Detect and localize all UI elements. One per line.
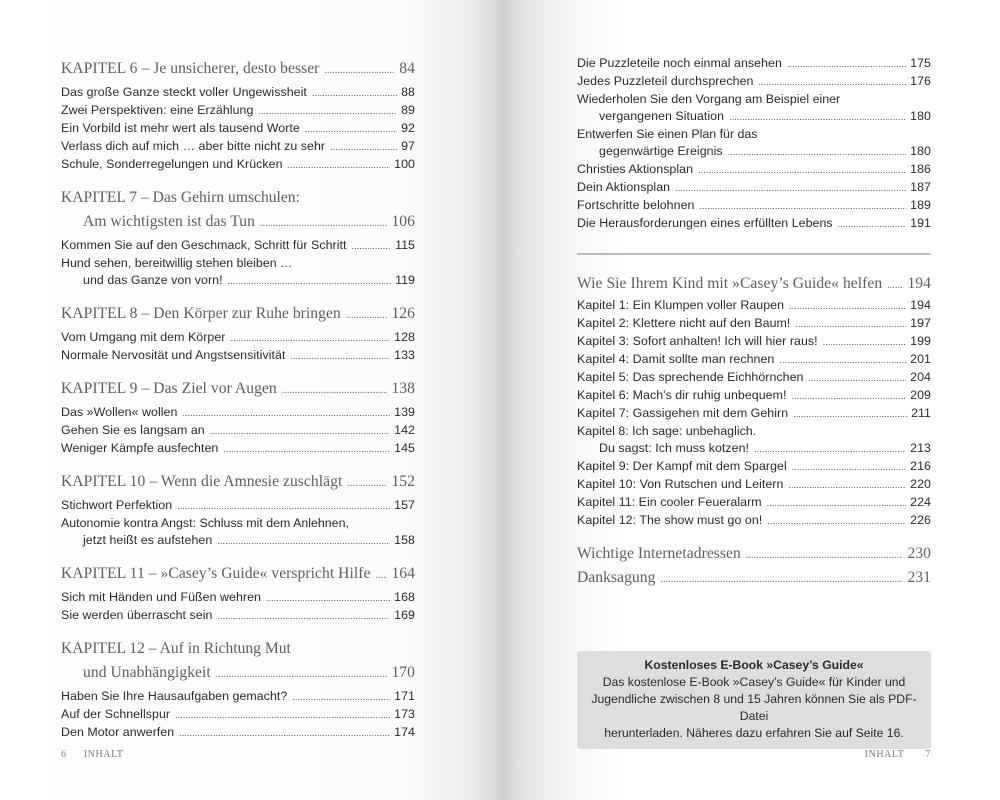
page-footer bbox=[865, 749, 931, 760]
page-number: 180 bbox=[910, 109, 931, 123]
toc-entry: Kapitel 5: Das sprechende Eichhörnchen . . . 204 bbox=[577, 369, 931, 387]
toc-entry-line: Hund sehen, bereitwillig stehen bleiben … bbox=[61, 256, 293, 270]
dot-leader bbox=[791, 388, 906, 405]
page-number: 231 bbox=[907, 569, 931, 586]
dot-leader bbox=[312, 85, 397, 102]
page-number: 106 bbox=[391, 213, 415, 230]
page-number: 139 bbox=[394, 405, 415, 419]
section-heading: Wichtige Internetadressen . . . 230 bbox=[577, 543, 931, 567]
dot-leader bbox=[330, 139, 397, 156]
dot-leader bbox=[282, 380, 388, 402]
page-number: 175 bbox=[910, 56, 931, 70]
toc-entry: Kommen Sie auf den Geschmack, Schritt für Schritt . . . 115 bbox=[61, 237, 415, 255]
dot-leader bbox=[305, 121, 397, 138]
page-number: 169 bbox=[394, 608, 415, 622]
page-number: 89 bbox=[401, 103, 415, 117]
toc-entry-line: Entwerfen Sie einen Plan für das bbox=[577, 127, 758, 141]
dot-leader bbox=[792, 459, 906, 476]
toc-entry: Kapitel 9: Der Kampf mit dem Spargel . . . 216 bbox=[577, 458, 931, 476]
toc-entry: Auf der Schnellspur . . . 173 bbox=[61, 706, 415, 724]
toc-entry: Kapitel 3: Sofort anhalten! Ich will hier raus! . . . 199 bbox=[577, 333, 931, 351]
page-number: 133 bbox=[394, 348, 415, 362]
page-number: 189 bbox=[910, 198, 931, 212]
page-number: 187 bbox=[910, 180, 931, 194]
dot-leader bbox=[175, 707, 390, 724]
page-number: 176 bbox=[910, 74, 931, 88]
toc-entry: Kapitel 11: Ein cooler Feueralarm . . . 224 bbox=[577, 494, 931, 512]
toc-entry: Das »Wollen« wollen . . . 139 bbox=[61, 404, 415, 422]
chapter-heading: Am wichtigsten ist das Tun . . . 106 bbox=[61, 211, 415, 235]
dot-leader bbox=[290, 348, 390, 365]
dot-leader bbox=[887, 275, 903, 297]
page-number: 170 bbox=[391, 664, 415, 681]
toc-entry-line: Autonomie kontra Angst: Schluss mit dem Anlehnen, bbox=[61, 516, 349, 530]
toc-entry: Zwei Perspektiven: eine Erzählung . . . 89 bbox=[61, 102, 415, 120]
page-number: 100 bbox=[394, 157, 415, 171]
page-number: 171 bbox=[394, 689, 415, 703]
toc-entry: Fortschritte belohnen . . . 189 bbox=[577, 197, 931, 215]
chapter-heading: KAPITEL 6 – Je unsicherer, desto besser . . . 84 bbox=[61, 58, 415, 82]
dot-leader bbox=[808, 370, 906, 387]
dot-leader bbox=[179, 725, 390, 742]
dot-leader bbox=[795, 316, 906, 333]
page-number: 97 bbox=[401, 139, 415, 153]
dot-leader bbox=[258, 103, 397, 120]
chapter-heading: KAPITEL 10 – Wenn die Amnesie zuschlägt . . . 152 bbox=[61, 471, 415, 495]
toc-entry: Kapitel 2: Klettere nicht auf den Baum! . . . 197 bbox=[577, 315, 931, 333]
page-number: 186 bbox=[910, 162, 931, 176]
info-box-line: Jugendliche zwischen 8 und 15 Jahren können Sie als PDF-Datei bbox=[591, 692, 917, 723]
dot-leader bbox=[260, 213, 387, 235]
toc-entry: Das große Ganze steckt voller Ungewissheit . . . 88 bbox=[61, 84, 415, 102]
section-divider bbox=[577, 253, 931, 255]
chapter-9 bbox=[61, 378, 415, 458]
page-number: 145 bbox=[394, 441, 415, 455]
toc-entry: und das Ganze von vorn! . . . 119 bbox=[61, 272, 415, 290]
footer-page-number: 6 bbox=[61, 749, 67, 760]
chapter-heading-line: KAPITEL 12 – Auf in Richtung Mut bbox=[61, 640, 291, 657]
toc-entry: Stichwort Perfektion . . . 157 bbox=[61, 497, 415, 515]
toc-entry-line: Kapitel 8: Ich sage: unbehaglich. bbox=[577, 424, 757, 438]
page-number: 220 bbox=[910, 477, 931, 491]
toc-entry: jetzt heißt es aufstehen . . . 158 bbox=[61, 532, 415, 550]
dot-leader bbox=[324, 60, 395, 82]
page-number: 88 bbox=[401, 85, 415, 99]
dot-leader bbox=[266, 590, 390, 607]
dot-leader bbox=[292, 689, 390, 706]
dot-leader bbox=[216, 664, 388, 686]
dot-leader bbox=[217, 608, 390, 625]
toc-entry: Kapitel 12: The show must go on! . . . 226 bbox=[577, 512, 931, 530]
page-number: 209 bbox=[910, 388, 931, 402]
footer-label: INHALT bbox=[83, 749, 124, 760]
dot-leader bbox=[660, 569, 903, 591]
chapter-11 bbox=[61, 563, 415, 625]
chapter-heading: und Unabhängigkeit . . . 170 bbox=[61, 662, 415, 686]
dot-leader bbox=[823, 334, 907, 351]
dot-leader bbox=[347, 473, 387, 495]
info-box-line: herunterladen. Näheres dazu erfahren Sie auf Seite 16. bbox=[604, 726, 904, 740]
chapter-8 bbox=[61, 303, 415, 365]
page-number: 204 bbox=[910, 370, 931, 384]
toc-entry: Kapitel 1: Ein Klumpen voller Raupen . . . 194 bbox=[577, 297, 931, 315]
dot-leader bbox=[182, 405, 390, 422]
toc-entry: Die Puzzleteile noch einmal ansehen . . . 175 bbox=[577, 55, 931, 73]
toc-entry: Jedes Puzzleteil durchsprechen . . . 176 bbox=[577, 73, 931, 91]
info-box-title: Kostenloses E-Book »Casey’s Guide« bbox=[644, 658, 864, 672]
page-number: 168 bbox=[394, 590, 415, 604]
dot-leader bbox=[177, 498, 390, 515]
page-number: 201 bbox=[910, 352, 931, 366]
page-number: 126 bbox=[391, 305, 415, 322]
info-box-line: Das kostenlose E-Book »Casey’s Guide« für Kinder und bbox=[602, 675, 906, 689]
page-number: 158 bbox=[394, 533, 415, 547]
toc-entry: Die Herausforderungen eines erfüllten Lebens . . . 191 bbox=[577, 215, 931, 233]
dot-leader bbox=[746, 545, 904, 567]
ebook-info-box bbox=[577, 651, 931, 749]
chapter-heading: KAPITEL 8 – Den Körper zur Ruhe bringen . . . 126 bbox=[61, 303, 415, 327]
dot-leader bbox=[754, 441, 906, 458]
page-number: 197 bbox=[910, 316, 931, 330]
dot-leader bbox=[699, 198, 906, 215]
dot-leader bbox=[675, 180, 906, 197]
footer-label: INHALT bbox=[864, 749, 905, 760]
toc-entry: vergangenen Situation . . . 180 bbox=[577, 108, 931, 126]
toc-entry: Normale Nervosität und Angstsensitivität . . . 133 bbox=[61, 347, 415, 365]
page-number: 138 bbox=[391, 380, 415, 397]
dot-leader bbox=[729, 109, 906, 126]
dot-leader bbox=[288, 157, 391, 174]
dot-leader bbox=[351, 238, 391, 255]
page-number: 152 bbox=[391, 473, 415, 490]
right-toc-column bbox=[577, 55, 931, 591]
chapter-7 bbox=[61, 187, 415, 290]
page-number: 164 bbox=[391, 565, 415, 582]
dot-leader bbox=[728, 144, 907, 161]
page-number: 194 bbox=[910, 298, 931, 312]
toc-entry: Du sagst: Ich muss kotzen! . . . 213 bbox=[577, 440, 931, 458]
dot-leader bbox=[698, 162, 906, 179]
page-number: 199 bbox=[910, 334, 931, 348]
dot-leader bbox=[789, 298, 906, 315]
dot-leader bbox=[787, 56, 906, 73]
dot-leader bbox=[230, 330, 390, 347]
left-toc-column bbox=[61, 58, 415, 755]
toc-entry: Gehen Sie es langsam an . . . 142 bbox=[61, 422, 415, 440]
toc-entry: Sie werden überrascht sein . . . 169 bbox=[61, 607, 415, 625]
toc-entry: Den Motor anwerfen . . . 174 bbox=[61, 724, 415, 742]
chapter-12 bbox=[61, 638, 415, 742]
toc-entry: Kapitel 6: Mach's dir ruhig unbequem! . . . 209 bbox=[577, 387, 931, 405]
toc-entry: Christies Aktionsplan . . . 186 bbox=[577, 161, 931, 179]
page-number: 128 bbox=[394, 330, 415, 344]
right-page bbox=[500, 0, 1000, 800]
dot-leader bbox=[788, 477, 906, 494]
dot-leader bbox=[758, 74, 906, 91]
page-number: 194 bbox=[907, 275, 931, 292]
page-number: 224 bbox=[910, 495, 931, 509]
dot-leader bbox=[228, 273, 391, 290]
page-number: 230 bbox=[907, 545, 931, 562]
dot-leader bbox=[767, 495, 907, 512]
chapter-heading-line: KAPITEL 7 – Das Gehirn umschulen: bbox=[61, 189, 300, 206]
toc-entry: Verlass dich auf mich … aber bitte nicht zu sehr . . . 97 bbox=[61, 138, 415, 156]
page-number: 142 bbox=[394, 423, 415, 437]
page-number: 216 bbox=[910, 459, 931, 473]
dot-leader bbox=[217, 533, 390, 550]
chapter-heading: KAPITEL 11 – »Casey’s Guide« verspricht Hilfe . . . 164 bbox=[61, 563, 415, 587]
chapter-6 bbox=[61, 58, 415, 174]
page-number: 213 bbox=[910, 441, 931, 455]
dot-leader bbox=[779, 352, 906, 369]
page-footer bbox=[61, 749, 124, 760]
toc-entry: Ein Vorbild ist mehr wert als tausend Worte . . . 92 bbox=[61, 120, 415, 138]
toc-entry: Weniger Kämpfe ausfechten . . . 145 bbox=[61, 440, 415, 458]
footer-page-number: 7 bbox=[925, 749, 931, 760]
chapter-heading: KAPITEL 9 – Das Ziel vor Augen . . . 138 bbox=[61, 378, 415, 402]
toc-entry: Kapitel 7: Gassigehen mit dem Gehirn . . . 211 bbox=[577, 405, 931, 423]
toc-entry: Kapitel 4: Damit sollte man rechnen . . . 201 bbox=[577, 351, 931, 369]
toc-entry: Sich mit Händen und Füßen wehren . . . 168 bbox=[61, 589, 415, 607]
page-number: 119 bbox=[395, 273, 415, 287]
page-number: 226 bbox=[910, 513, 931, 527]
page-number: 174 bbox=[394, 725, 415, 739]
toc-entry: Dein Aktionsplan . . . 187 bbox=[577, 179, 931, 197]
dot-leader bbox=[793, 406, 907, 423]
page-number: 115 bbox=[395, 238, 415, 252]
toc-entry: Kapitel 10: Von Rutschen und Leitern . . . 220 bbox=[577, 476, 931, 494]
page-number: 173 bbox=[394, 707, 415, 721]
toc-entry: gegenwärtige Ereignis . . . 180 bbox=[577, 143, 931, 161]
page-number: 180 bbox=[910, 144, 931, 158]
dot-leader bbox=[375, 565, 387, 587]
page-number: 191 bbox=[910, 216, 931, 230]
dot-leader bbox=[210, 423, 390, 440]
page-number: 157 bbox=[394, 498, 415, 512]
dot-leader bbox=[767, 513, 906, 530]
toc-entry-line: Wiederholen Sie den Vorgang am Beispiel einer bbox=[577, 92, 841, 106]
dot-leader bbox=[223, 441, 390, 458]
spacer bbox=[577, 530, 931, 543]
page-number: 84 bbox=[399, 60, 415, 77]
toc-entry: Vom Umgang mit dem Körper . . . 128 bbox=[61, 329, 415, 347]
dot-leader bbox=[838, 216, 906, 233]
chapter-10 bbox=[61, 471, 415, 550]
toc-entry: Schule, Sonderregelungen und Krücken . . . 100 bbox=[61, 156, 415, 174]
page-number: 92 bbox=[401, 121, 415, 135]
section-heading: Danksagung . . . 231 bbox=[577, 567, 931, 591]
page-number: 211 bbox=[911, 406, 931, 420]
toc-entry: Haben Sie Ihre Hausaufgaben gemacht? . . . 171 bbox=[61, 688, 415, 706]
dot-leader bbox=[346, 305, 388, 327]
section-heading: Wie Sie Ihrem Kind mit »Casey’s Guide« helfen . . . 194 bbox=[577, 273, 931, 297]
